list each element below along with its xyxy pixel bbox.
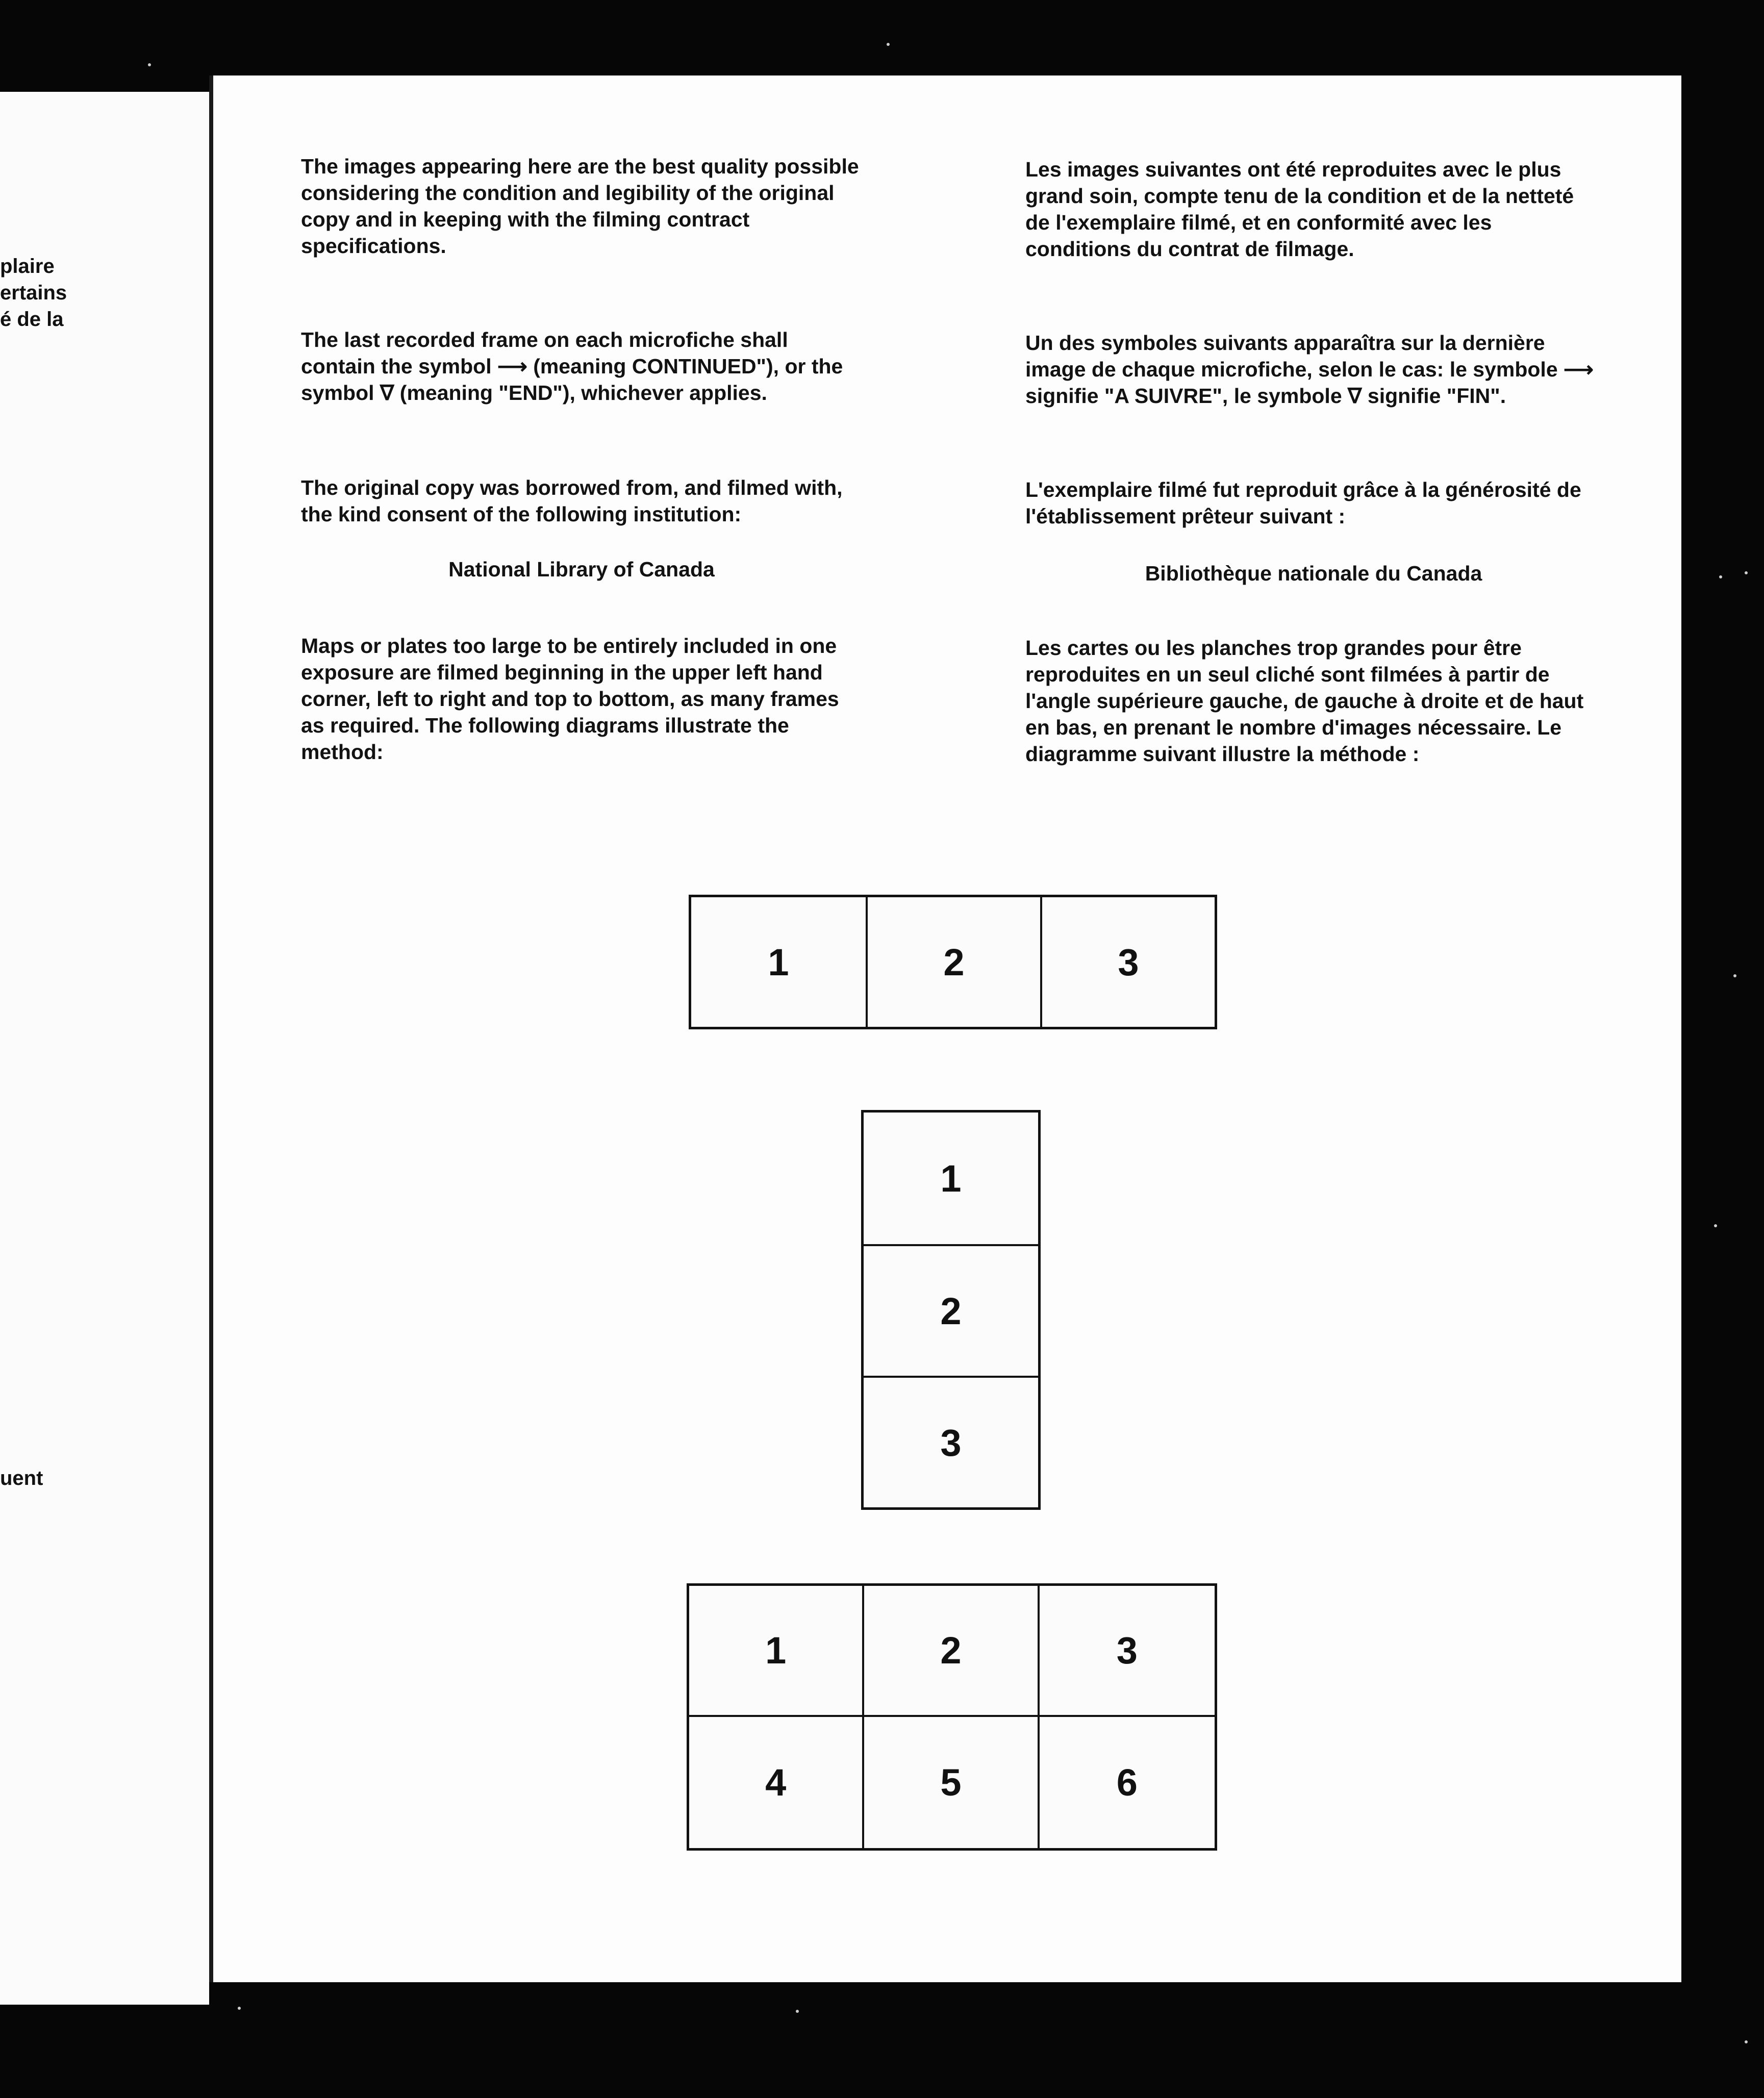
frame-cell: 2 [864, 1586, 1039, 1717]
french-column [1025, 156, 1602, 870]
frame-cell: 2 [866, 897, 1040, 1027]
dust-speck [1745, 2040, 1748, 2043]
dust-speck [1745, 571, 1748, 574]
frame-cell: 5 [864, 1717, 1039, 1848]
english-paragraph-quality: The images appearing here are the best quality possible considering the condition and legibility of the original copy and in keeping with the filming contract specifications. [301, 155, 859, 258]
english-symbol-text: (meaning CONTINUED"), [533, 355, 779, 378]
arrow-icon: ⟶ [497, 355, 527, 378]
english-institution: National Library of Canada [448, 558, 715, 581]
text-fragment: é de la [0, 308, 64, 331]
adjacent-page [0, 92, 209, 2005]
dust-speck [238, 2007, 241, 2010]
dust-speck [148, 63, 151, 66]
text-fragment: ertains [0, 282, 67, 304]
frame-cell: 6 [1116, 1761, 1138, 1804]
frame-cell: 2 [864, 1244, 1038, 1376]
triangle-icon: ∇ [1348, 384, 1362, 408]
dust-speck [1714, 1224, 1717, 1227]
french-symbol-text: Un des symboles suivants apparaîtra sur la dernière image de chaque microfiche, selon le cas: le symbole [1025, 331, 1558, 381]
french-symbol-text: signifie "A SUIVRE", le symbole [1025, 384, 1342, 408]
frame-cell: 1 [689, 1586, 864, 1717]
frame-cell: 3 [1040, 1586, 1215, 1717]
frame-cell: 1 [768, 941, 789, 983]
diagram-grid-frames [687, 1583, 1217, 1851]
frame-cell: 3 [1040, 897, 1215, 1027]
frame-cell: 1 [940, 1157, 962, 1200]
arrow-icon: ⟶ [1564, 358, 1594, 381]
english-paragraph-maps: Maps or plates too large to be entirely included in one exposure are filmed beginning in the upper left hand corner, left to right and top to bottom, as many frames as required. The following diagrams illustrate the method: [301, 634, 839, 764]
french-paragraph-maps: Les cartes ou les planches trop grandes pour être reproduites en un seul cliché sont filmées à partir de l'angle supérieure gauche, de gauche à droite et de haut en bas, en prenant le nombre d'images nécessaire. Le diagramme suivant illustre la méthode : [1025, 636, 1584, 766]
english-paragraph-source: The original copy was borrowed from, and filmed with, the kind consent of the following institution: [301, 476, 843, 526]
dust-speck [1719, 575, 1722, 578]
dust-speck [796, 2010, 799, 2013]
french-paragraph-symbols [1025, 330, 1602, 409]
document-page [209, 75, 1681, 1982]
english-symbol-text: (meaning "END"), whichever applies. [399, 381, 767, 405]
frame-cell: 4 [689, 1717, 864, 1848]
dust-speck [887, 43, 890, 46]
english-paragraph-symbols [301, 326, 862, 406]
text-fragment: plaire [0, 255, 55, 277]
english-symbol-text: or the symbol [301, 355, 843, 405]
english-symbol-text: The last recorded frame on each microfiche shall contain the symbol [301, 328, 788, 378]
frame-cell: 3 [864, 1376, 1038, 1507]
text-fragment: uent [0, 1467, 43, 1489]
french-symbol-text: signifie "FIN". [1367, 384, 1506, 408]
french-institution: Bibliothèque nationale du Canada [1145, 562, 1482, 585]
dust-speck [1733, 974, 1736, 977]
english-column [301, 153, 862, 867]
french-paragraph-quality: Les images suivantes ont été reproduites avec le plus grand soin, compte tenu de la condition et de la netteté de l'exemplaire filmé, et en conformité avec les conditions du contrat de filmage. [1025, 158, 1574, 261]
french-paragraph-source: L'exemplaire filmé fut reproduit grâce à la générosité de l'établissement prêteur suivant : [1025, 478, 1581, 528]
diagram-column-frames [861, 1110, 1041, 1510]
triangle-icon: ∇ [380, 381, 394, 405]
diagram-row-frames [689, 895, 1217, 1029]
